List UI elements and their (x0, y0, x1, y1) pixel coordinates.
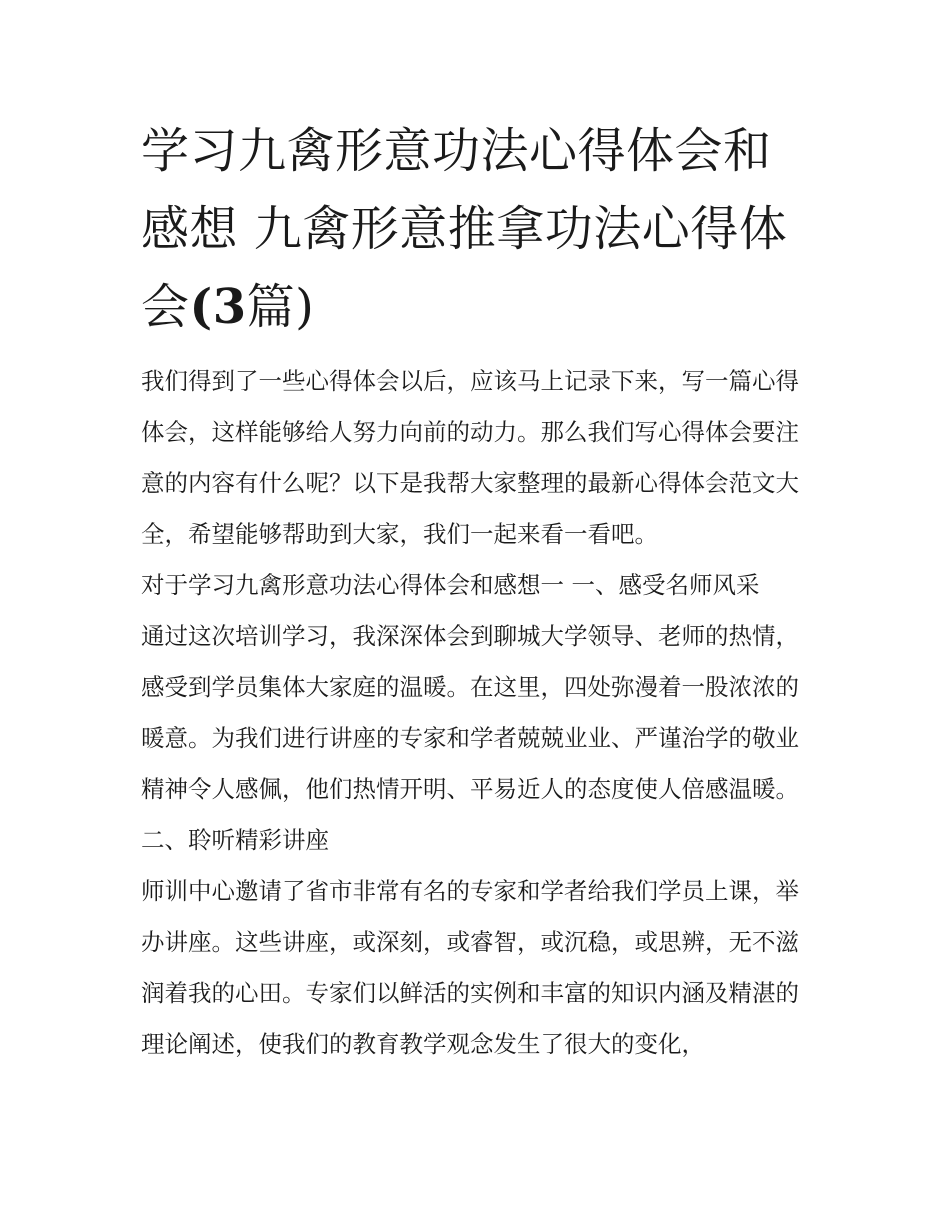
title-count: (3 (189, 279, 247, 335)
paragraph-subheading-lectures: 二、聆听精彩讲座 (141, 826, 329, 854)
paragraph-lectures: 师训中心邀请了省市非常有名的专家和学者给我们学员上课，举办讲座。这些讲座，或深刻，或睿智，或沉稳，或思辨，无不滋润着我的心田。专家们以鲜活的实例和丰富的知识内涵及精湛的理论阐述，使我们的教育教学观念发生了很大的变化， (141, 877, 799, 1058)
paragraph-intro: 我们得到了一些心得体会以后，应该马上记录下来，写一篇心得体会，这样能够给人努力向前的动力。那么我们写心得体会要注意的内容有什么呢？以下是我帮大家整理的最新心得体会范文大全，希望能够帮助到大家，我们一起来看一看吧。 (141, 367, 799, 548)
document-page (141, 112, 813, 1070)
paragraph-teacher-style: 通过这次培训学习，我深深体会到聊城大学领导、老师的热情，感受到学员集体大家庭的温暖。在这里，四处弥漫着一股浓浓的暖意。为我们进行讲座的专家和学者兢兢业业、严谨治学的敬业精神令人感佩，他们热情开明、平易近人的态度使人倍感温暖。 (141, 622, 799, 803)
paragraph-section-heading: 对于学习九禽形意功法心得体会和感想一 一、感受名师风采 (141, 571, 760, 599)
document-body (141, 356, 813, 1070)
document-title: 学习九禽形意功法心得体会和感想 九禽形意推拿功法心得体会(3篇) (141, 123, 788, 335)
